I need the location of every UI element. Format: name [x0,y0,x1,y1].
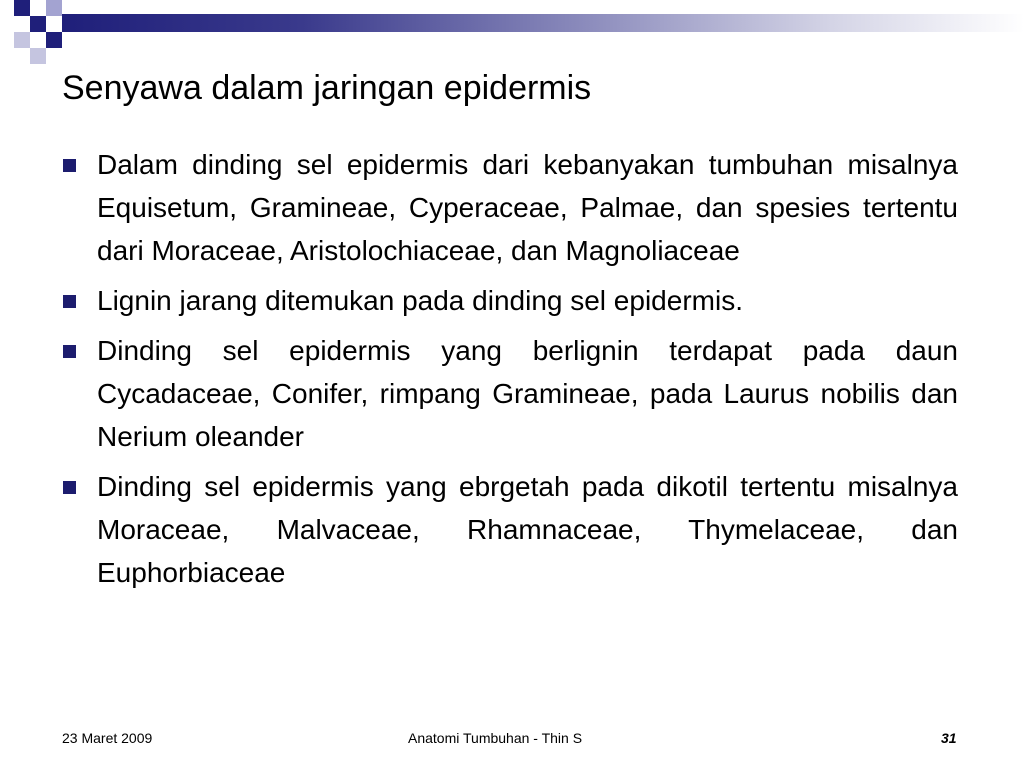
slide-title: Senyawa dalam jaringan epidermis [62,69,592,107]
bullet-item [62,329,958,458]
square-bullet-icon [63,481,76,494]
bullet-list [62,143,958,601]
bullet-text: Dinding sel epidermis yang berlignin terdapat pada daun Cycadaceae, Conifer, rimpang Gramineae, pada Laurus nobilis dan Nerium oleander [97,335,958,452]
footer-title: Anatomi Tumbuhan - Thin S [408,730,583,746]
decor-square [14,32,30,48]
square-bullet-icon [63,345,76,358]
slide-number: 31 [941,730,957,746]
footer-date: 23 Maret 2009 [62,730,153,746]
header-gradient-bar [62,14,1024,32]
bullet-item [62,143,958,272]
decor-square [30,48,46,64]
bullet-text: Dinding sel epidermis yang ebrgetah pada dikotil tertentu misalnya Moraceae, Malvaceae, Rhamnaceae, Thymelaceae, dan Euphorbiaceae [97,471,958,588]
square-bullet-icon [63,159,76,172]
decor-square [46,32,62,48]
header-decoration [0,0,1024,60]
decor-square [30,16,46,32]
bullet-item [62,465,958,594]
bullet-text: Dalam dinding sel epidermis dari kebanyakan tumbuhan misalnya Equisetum, Gramineae, Cyperaceae, Palmae, dan spesies tertentu dari Moraceae, Aristolochiaceae, dan Magnoliaceae [97,149,958,266]
square-bullet-icon [63,295,76,308]
bullet-text: Lignin jarang ditemukan pada dinding sel epidermis. [97,285,743,316]
decor-square [14,0,30,16]
decor-square [46,0,62,16]
bullet-item [62,279,958,322]
